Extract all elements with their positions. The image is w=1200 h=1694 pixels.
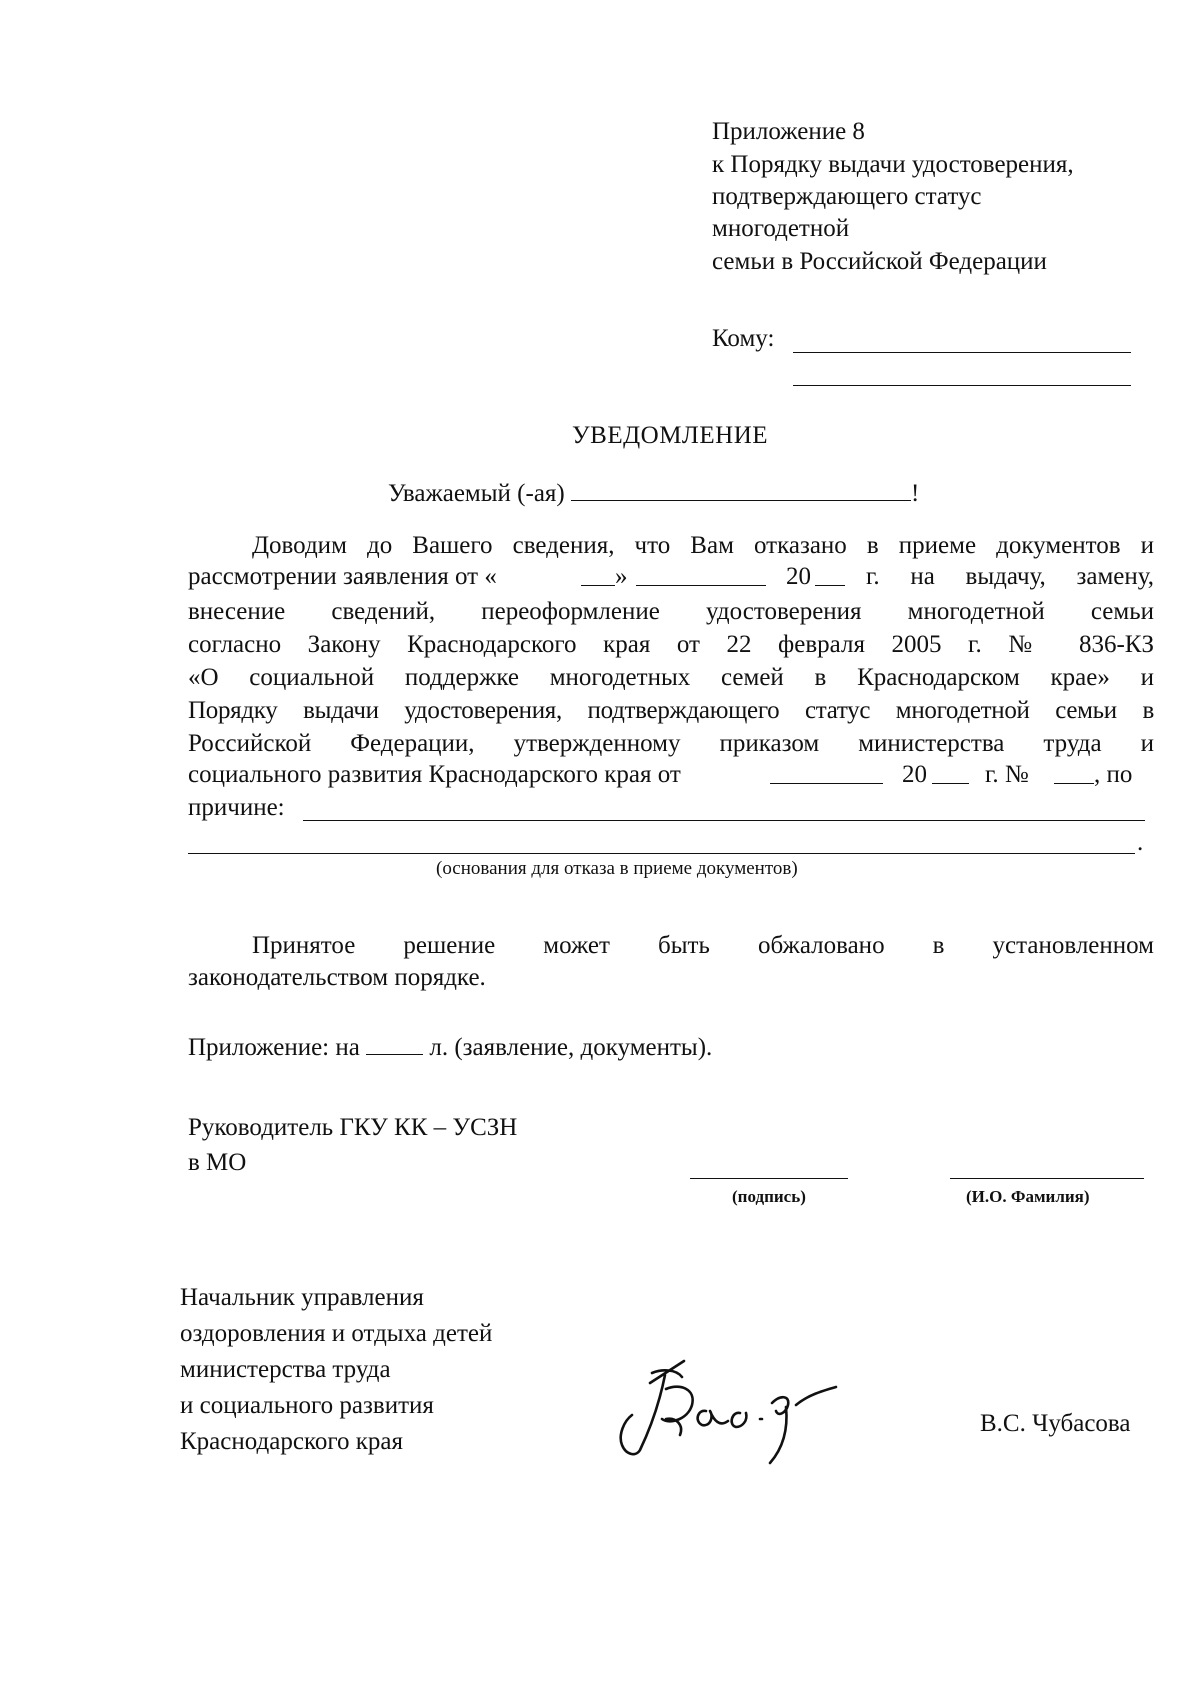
greeting-name-blank bbox=[571, 478, 911, 501]
appeal-line-1 bbox=[252, 930, 1154, 962]
body-line-1 bbox=[252, 530, 1154, 562]
notice-title: УВЕДОМЛЕНИЕ bbox=[571, 422, 769, 449]
body-line-3 bbox=[188, 596, 1154, 628]
body-line-6 bbox=[188, 695, 1154, 727]
body-line-6-text: Порядку выдачи удостоверения, подтверждающего статус многодетной семьи в bbox=[188, 697, 1154, 724]
head-title-line-2: в МО bbox=[188, 1149, 247, 1176]
body-line-2-text-a: рассмотрении заявления от « bbox=[188, 563, 497, 590]
recipient-line-2 bbox=[793, 385, 1131, 386]
head-title-line-1: Руководитель ГКУ КК – УСЗН bbox=[188, 1114, 518, 1141]
body-line-7-text: Российской Федерации, утвержденному приказом министерства труда и bbox=[188, 730, 1154, 757]
body-line-1-text: Доводим до Вашего сведения, что Вам отказано в приеме документов и bbox=[252, 532, 1154, 559]
body-line-2-text-c: 20 bbox=[786, 563, 811, 590]
appendix-header bbox=[712, 117, 1152, 277]
chief-position bbox=[180, 1284, 600, 1464]
appendix-line-3: подтверждающего статус bbox=[712, 183, 982, 210]
head-signature-line bbox=[690, 1178, 848, 1179]
appendix-line-2: к Порядку выдачи удостоверения, bbox=[712, 151, 1074, 178]
chief-position-line-4: и социального развития bbox=[180, 1392, 434, 1419]
greeting-text: Уважаемый (-ая) bbox=[388, 480, 565, 507]
reason-label: причине: bbox=[188, 794, 285, 821]
body-line-8-text-b: 20 bbox=[902, 761, 927, 788]
order-year-blank bbox=[932, 761, 969, 784]
head-name-line bbox=[950, 1178, 1144, 1179]
body-line-4 bbox=[188, 629, 1154, 661]
date-day-blank bbox=[581, 563, 615, 586]
chief-position-line-1: Начальник управления bbox=[180, 1284, 424, 1311]
appeal-line-1-text: Принятое решение может быть обжаловано в установленном bbox=[252, 932, 1154, 959]
greeting bbox=[388, 478, 919, 508]
body-line-9 bbox=[188, 794, 285, 822]
date-year-blank bbox=[815, 563, 845, 586]
handwritten-signature bbox=[610, 1355, 840, 1470]
signature-caption: (подпись) bbox=[732, 1187, 806, 1206]
body-line-7 bbox=[188, 728, 1154, 760]
recipient-label: Кому: bbox=[712, 325, 775, 352]
body-line-3-text: внесение сведений, переоформление удостоверения многодетной семьи bbox=[188, 598, 1154, 625]
chief-position-line-3: министерства труда bbox=[180, 1356, 391, 1383]
reason-end-dot: . bbox=[1137, 829, 1144, 856]
body-line-2-text-d: г. на выдачу, замену, bbox=[866, 563, 1154, 590]
reason-line-1 bbox=[303, 820, 1145, 821]
chief-position-line-2: оздоровления и отдыха детей bbox=[180, 1320, 493, 1347]
appendix-line-5: семьи в Российской Федерации bbox=[712, 248, 1047, 275]
body-line-8-text-c: г. № bbox=[985, 761, 1029, 788]
body-line-2 bbox=[188, 563, 1154, 595]
order-date-blank bbox=[770, 761, 883, 784]
appeal-line-2: законодательством порядке. bbox=[188, 964, 486, 991]
body-line-2-text-b: » bbox=[615, 563, 628, 590]
date-month-blank bbox=[636, 563, 766, 586]
chief-position-line-5: Краснодарского края bbox=[180, 1428, 403, 1455]
greeting-exclamation: ! bbox=[910, 480, 920, 507]
appendix-line-1: Приложение 8 bbox=[712, 118, 865, 145]
body-line-8-text-d: , по bbox=[1094, 761, 1133, 788]
appendix-line-4: многодетной bbox=[712, 215, 850, 242]
attachment-suffix: л. (заявление, документы). bbox=[429, 1034, 713, 1061]
reason-caption: (основания для отказа в приеме документов) bbox=[436, 858, 798, 879]
attachment-line bbox=[188, 1032, 712, 1062]
body-line-5-text: «О социальной поддержке многодетных семей в Краснодарском крае» и bbox=[188, 664, 1154, 691]
order-number-blank bbox=[1054, 761, 1094, 784]
body-line-8-text-a: социального развития Краснодарского края от bbox=[188, 761, 681, 788]
recipient-line-1 bbox=[793, 352, 1131, 353]
body-line-4-text: согласно Закону Краснодарского края от 22 февраля 2005 г. № 836-КЗ bbox=[188, 631, 1154, 658]
name-caption: (И.О. Фамилия) bbox=[966, 1187, 1090, 1206]
body-line-8 bbox=[188, 761, 1154, 793]
attachment-pages-blank bbox=[366, 1032, 423, 1055]
attachment-prefix: Приложение: на bbox=[188, 1034, 360, 1061]
chief-name: В.С. Чубасова bbox=[980, 1410, 1131, 1437]
reason-line-2 bbox=[188, 853, 1135, 854]
body-line-5 bbox=[188, 662, 1154, 694]
